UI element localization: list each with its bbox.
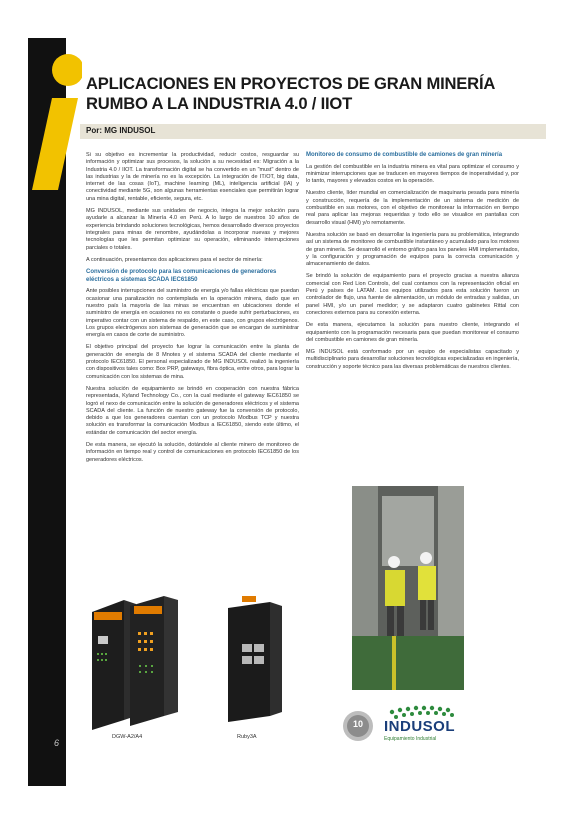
switch-device-image <box>228 596 282 722</box>
product-images <box>84 592 294 732</box>
info-i-graphic <box>30 50 82 190</box>
paragraph: La gestión del combustible en la industria minera es vital para optimizar el consumo y minimizar interrupciones que se traducen en mayores tiempos de inoperatividad y, por lo tanto, mayores y elevados costos en la operación. <box>306 163 519 185</box>
title-line-1: APLICACIONES EN PROYECTOS DE GRAN MINERÍA <box>86 74 496 93</box>
gateway-device-image <box>92 600 136 730</box>
paragraph: Nuestro cliente, líder mundial en comercialización de maquinaria pesada para minería y construcción, requería de la implementación de un sistema de medición de combustible en sus motores, con el objetivo de monitorear la información en tiempo real para aplicar las mejoras requeridas y todo ello se visualice en pantallas con desarrollo visual (HMI) y/o remotamente. <box>306 190 519 226</box>
paragraph: Ante posibles interrupciones del suministro de energía y/o fallas eléctricas que puedan ocasionar una paralización no contemplada en la operación minera, dado que en nuestro país la mayoría de las minas se encuentran en ubicaciones donde el suministro de energía en ocasiones no es constante o puede sufrir perturbaciones, es imperativo contar con un sistema de respaldo, en este caso, con grupos electrógenos. Los grupos electrógenos son sistemas de generación que se encargan de suministrar energía en casos de corte de suministro. <box>86 288 299 339</box>
logo-tagline: Equipamiento Industrial <box>384 736 437 742</box>
section-heading-scada: Conversión de protocolo para las comunicaciones de generadores eléctricos a sistemas SCADA IEC61850 <box>86 269 277 283</box>
paragraph: Nuestra solución de equipamiento se brindó en cooperación con nuestra fábrica representada, Kyland Technology Co., con la cual mediante el gateway IEC61850 se logró el nexo de comunicación entre la solución de generadores eléctricos y el sistema SCADA del cliente. La función de nuestro gateway fue la conversión de protocolo, debido a que los generadores cuentan con un protocolo Modbus TCP y nuestra solución es transformar la comunicación Modbus a IEC61850, siendo este último, el estándar de comunicación del sector energía. <box>86 385 299 436</box>
paragraph: A continuación, presentamos dos aplicaciones para el sector de minería: <box>86 256 263 263</box>
paragraph: De esta manera, ejecutamos la solución para nuestro cliente, integrando el equipamiento con la programación necesaria para que puedan monitorear el consumo del combustible en camiones de gran minería. <box>306 322 519 343</box>
right-column <box>306 152 519 376</box>
author-label: Por: MG INDUSOL <box>86 126 156 135</box>
paragraph: El objetivo principal del proyecto fue lograr la comunicación entre la planta de generación de energía de 8 Mnotes y el sistema SCADA del cliente mediante el protocolo IEC61850. El personal especializado de MG INDUSOL realizó la ingeniería con dispositivos tales como: Box PRP, gateways, fibra óptica, entre otros, para lograr la comunicación con los sistemas de mina. <box>86 344 299 380</box>
paragraph: MG INDUSOL, mediante sus unidades de negocio, integra la mejor solución para ayudarle a alcanzar la Minería 4.0 en Perú. A lo largo de nuestros 10 años de experiencia brindando soluciones tecnológicas, hemos desarrollado diversos proyectos integrales para minas de renombre, ayudándolas a incorporar nuevas y mejores tecnologías que les permitan optimizar su operación, eliminando interrupciones parciales o totales. <box>86 208 299 251</box>
left-column <box>86 152 299 469</box>
anniversary-badge: 10 <box>352 719 363 729</box>
product-caption: Ruby3A <box>237 734 257 740</box>
paragraph: MG INDUSOL está conformado por un equipo de especialistas capacitado y multidisciplinario para desarrollar soluciones tecnológicas especializadas en ingeniería, construcción y soporte técnico para las diversas problemáticas de nuestros clientes. <box>306 349 519 370</box>
paragraph: Nuestra solución se basó en desarrollar la ingeniería para su problemática, integrando así un sistema de monitoreo de combustible instantáneo y acumulado para los motores de gran minería. Se desarrolló el entorno gráfico para los paneles HMI implementados, y la configuración y programación de equipos para la correcta comunicación y almacenamiento de datos. <box>306 231 519 268</box>
logo-name: INDUSOL <box>384 718 455 735</box>
product-caption: DGW-A2/A4 <box>112 734 143 740</box>
field-workers-photo <box>352 486 464 690</box>
gateway-device-image <box>130 596 178 726</box>
paragraph: Si su objetivo es incrementar la productividad, reducir costos, resguardar su información y optimizar sus procesos, la solución a su necesidad es: Migración a la Industria 4.0 / IIOT. La transformación digital se ha convertido en un "must" dentro de las industrias y la de minería no es la excepción. La integración de IT/OT, big data, internet de las cosas (IoT), machine learning (ML), inteligencia artificial (IA) y conectividad mediante 5G, son algunas herramientas esenciales que permitirán lograr una mina digital, rentable, eficiente, segura, etc. <box>86 152 299 202</box>
paragraph: De esta manera, se ejecutó la solución, dotándole al cliente minero de monitoreo de información en tiempo real y control de comunicaciones en protocolo IEC61850 de los generadores eléctricos. <box>86 441 299 463</box>
article-title <box>86 74 526 114</box>
page-number: 6 <box>54 738 60 748</box>
title-line-2: RUMBO A LA INDUSTRIA 4.0 / IIOT <box>86 94 353 113</box>
section-heading-fuel: Monitoreo de consumo de combustible de camiones de gran minería <box>306 152 503 158</box>
paragraph: Se brindó la solución de equipamiento para el proyecto gracias a nuestra alianza comercial con Red Lion Controls, del cual contamos con la representación oficial en Perú y países de LATAM. Los equipos utilizados para esta solución fueron un controlador de flujo, una fuente de alimentación, un módulo de entradas y salidas, un panel HMI, y/o un panel medidor; y se adaptaron cuatro gabinetes Rittal con conectores externos para su conexión externa. <box>306 273 519 316</box>
